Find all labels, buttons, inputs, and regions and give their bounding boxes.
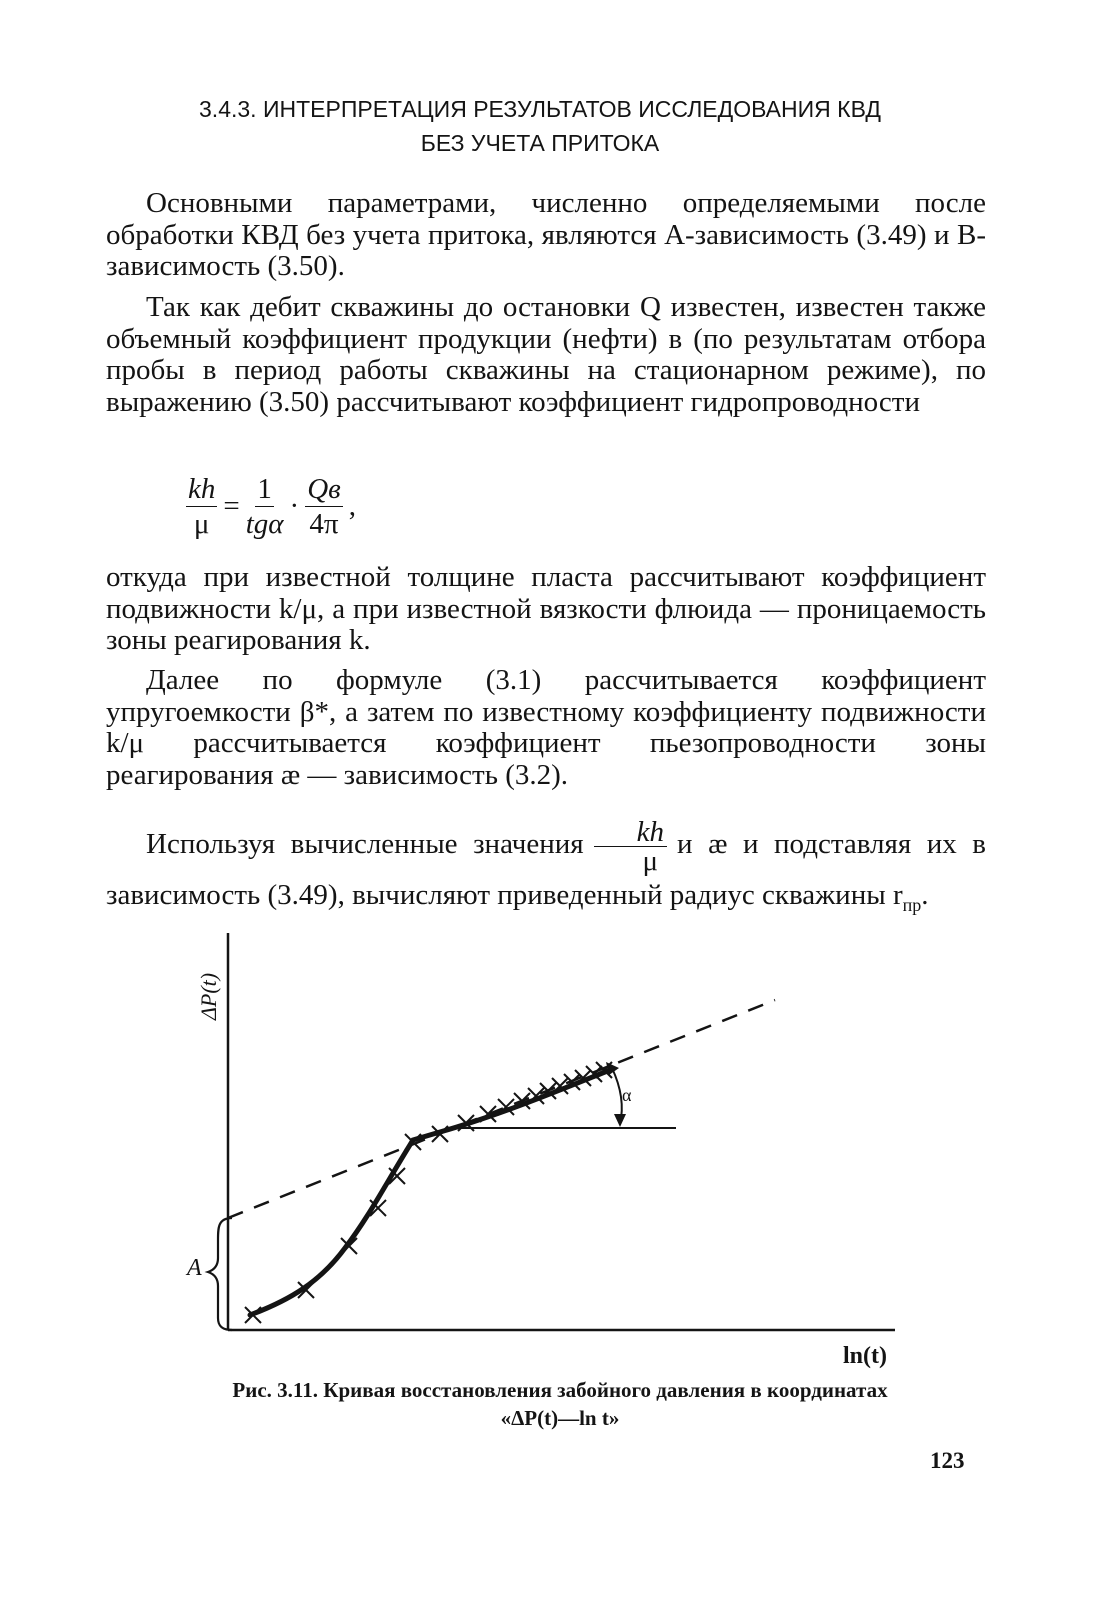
formula-f2-den: 4π <box>309 508 339 540</box>
inline-fraction-num: kh <box>594 818 667 847</box>
formula-fraction-1 <box>246 472 284 541</box>
formula-f2-num: Qв <box>307 473 341 505</box>
angle-arrow-head-bottom <box>614 1114 626 1127</box>
paragraph-3 <box>106 562 986 657</box>
formula-dot: · <box>289 490 300 522</box>
inline-fraction-den: μ <box>642 845 659 877</box>
formula-f1-den: tgα <box>245 508 284 540</box>
page-number: 123 <box>930 1448 965 1473</box>
intercept-label: A <box>187 1255 202 1281</box>
section-heading-line1: 3.4.3. ИНТЕРПРЕТАЦИЯ РЕЗУЛЬТАТОВ ИССЛЕДОВАНИЯ КВД <box>199 96 881 122</box>
asymptote-dashed-line <box>228 1000 775 1218</box>
formula-f1-num: 1 <box>257 473 272 505</box>
paragraph-3-text: откуда при известной толщине пласта рассчитывают коэффициент подвижности k/μ, а при известной вязкости флюида — проницаемость зоны реагирования k. <box>106 561 986 656</box>
paragraph-5 <box>106 818 986 925</box>
paragraph-5-start: Используя вычисленные значения <box>146 828 584 861</box>
paragraph-4 <box>106 665 986 791</box>
y-axis-label: ΔP(t) <box>196 972 221 1020</box>
figure-caption <box>120 1376 1000 1432</box>
pressure-recovery-diagram <box>0 930 1108 1400</box>
paragraph-5-end: и æ и подставляя их в зависимость (3.49), вычисляют приведенный радиус скважины r <box>106 828 986 911</box>
paragraph-1 <box>106 188 986 283</box>
paragraph-5-subscript: пр <box>902 894 922 915</box>
formula-fraction-2 <box>305 472 343 541</box>
paragraph-4-text: Далее по формуле (3.1) рассчитывается коэффициент упругоемкости β*, а затем по известному коэффициенту подвижности k/μ рассчитывается коэффициент пьезопроводности зоны реагирования æ — зависимость (3.2). <box>106 664 986 791</box>
figure-caption-line1: Рис. 3.11. Кривая восстановления забойного давления в координатах <box>232 1378 888 1402</box>
formula-equals: = <box>223 490 240 522</box>
formula-lhs-num: kh <box>188 473 216 505</box>
hydroconductivity-formula <box>186 472 356 541</box>
formula-comma: , <box>348 490 356 522</box>
paragraph-5-period: . <box>921 879 929 911</box>
formula-lhs-den: μ <box>193 508 210 540</box>
paragraph-2 <box>106 292 986 418</box>
paragraph-1-text: Основными параметрами, численно определяемыми после обработки КВД без учета притока, являются А-зависимость (3.49) и В-зависимость (3.50). <box>106 187 986 282</box>
angle-label: α <box>622 1085 632 1105</box>
figure-caption-line2: «ΔP(t)—ln t» <box>500 1406 620 1430</box>
pressure-curve <box>250 1070 610 1315</box>
formula-lhs <box>186 472 217 541</box>
section-heading <box>100 92 980 160</box>
x-axis-label: ln(t) <box>843 1343 887 1369</box>
data-point-markers <box>245 1062 612 1323</box>
inline-fraction <box>594 818 667 875</box>
section-heading-line2: БЕЗ УЧЕТА ПРИТОКА <box>420 130 660 156</box>
paragraph-2-text: Так как дебит скважины до остановки Q известен, известен также объемный коэффициент продукции (нефти) в (по результатам отбора пробы в период работы скважины на стационарном режиме), по выражению (3.50) рассчитывают коэффициент гидропроводности <box>106 291 986 418</box>
